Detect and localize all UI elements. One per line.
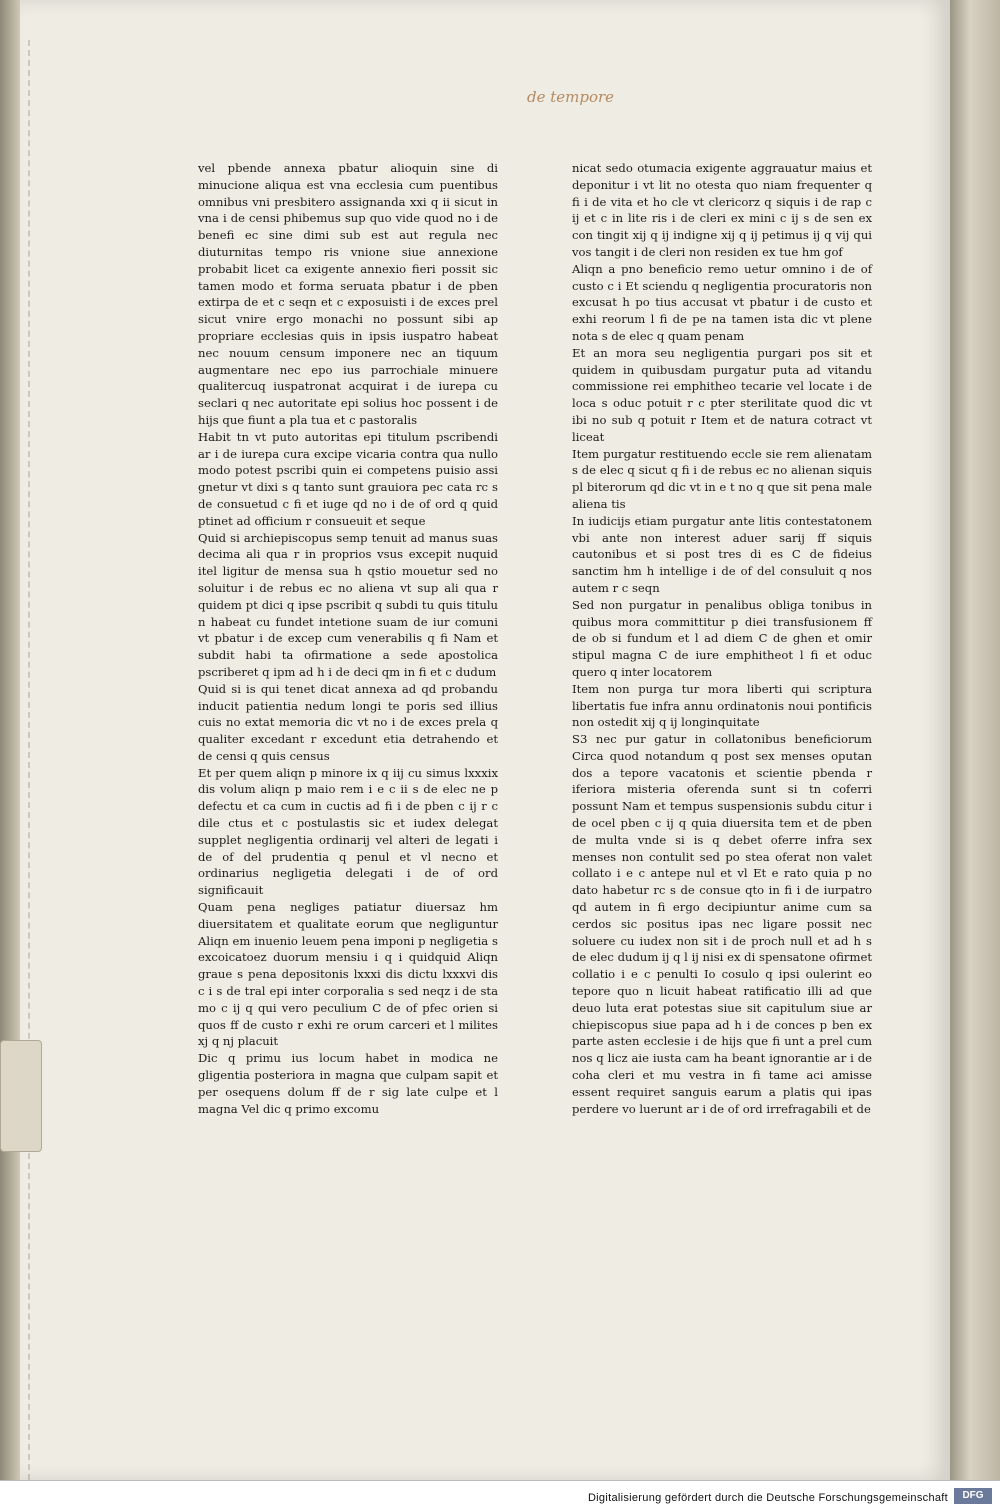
margin-note: de tempore — [527, 88, 615, 106]
paragraph: Item purgatur restituendo eccle sie rem alienatam s de elec q sicut q fi i de rebus ec no alienan siquis pl biterorum qd dic vt in e t no q que sit pena male aliena tis — [572, 446, 872, 511]
dfg-logo: DFG — [954, 1488, 992, 1504]
footer-credit: Digitalisierung gefördert durch die Deutsche Forschungsgemeinschaft — [587, 1492, 948, 1504]
clip-tab — [0, 1040, 42, 1152]
left-text-column — [198, 160, 498, 1117]
paragraph: Aliqn a pno beneficio remo uetur omnino i de of custo c i Et sciendu q negligentia procuratoris non excusat h po tius accusat vt pbatur i de custo et exhi reorum l fi de pe na tamen ista dic vt plene nota s de elec q quam penam — [572, 261, 872, 343]
paragraph: nicat sedo otumacia exigente aggrauatur maius et deponitur i vt lit no otesta quo niam frequenter q fi i de vita et ho cle vt clericorz q siquis i de rap c ij et c in lite ris i de cleri ex mini c ij s de sen ex con tingit xij q ij indigne xij q ij petimus ij q vij qui vos tangit i de cleri non residen ex tue hm gof — [572, 161, 872, 259]
page-edge — [28, 40, 36, 1480]
paragraph: Et an mora seu negligentia purgari pos sit et quidem in quibusdam purgatur puta ad vitandu commissione rei emphitheo tecarie vel locate i de loca s oduc potuit r c pter sterilitate quod dic vt ibi no sub q potuit r Item et de natura cotract vt liceat — [572, 345, 872, 444]
paragraph: Sed non purgatur in penalibus obliga tonibus in quibus mora committitur p diei transfusionem ff de ob si fundum et l ad diem C de ghen et omir stipul magna C de iure emphitheot l fi et oduc quero q inter locatorem — [572, 597, 872, 679]
right-text-column — [572, 160, 872, 1117]
paragraph: Et per quem aliqn p minore ix q iij cu simus lxxxix dis volum aliqn p maio rem i e c ii s de elec ne p defectu et ca cum in cuctis ad fi i de pben c ij r c dile ctus et c postulastis sic et iudex delegat supplet negligentia ordinarij vel alteri de legati i de of del prudentia q penul et vl necno et ordinarius negligetia delegati i de of ord significauit — [198, 765, 498, 898]
paragraph: Item non purga tur mora liberti qui scriptura libertatis fue infra annu ordinatonis noui pontificis non ostedit xij q ij longinquitate — [572, 681, 872, 730]
paragraph: Habit tn vt puto autoritas epi titulum pscribendi ar i de iurepa cura excipe vicaria contra qua nullo modo potest pscribi quin ei competens puisio assi gnetur vt dixi s q tanto sunt grauiora pec cata rc s de consuetud c fi et iuge qd no i de of ord q quid ptinet ad officium r consueuit et seque — [198, 429, 498, 528]
paragraph: Quid si archiepiscopus semp tenuit ad manus suas decima ali qua r in proprios vsus excepit nuquid itel ligitur de mensa sua h qstio mouetur sed no soluitur i de rebus ec no aliena vt sup ali qua r quidem pt dici q ipse pscribit q subdi tu quis titulu n habeat cu fundet intetione suam de iur comuni vt pbatur i de excep cum venerabilis q fi Nam et subdit habi ta ofirmatione a sede apostolica pscriberet q ipm ad h i de deci qm in fi et c dudum — [198, 530, 498, 679]
paragraph: vel pbende annexa pbatur alioquin sine di minucione aliqua est vna ecclesia cum puentibus omnibus vni presbitero assignanda xxi q ii sicut in vna i de censi phibemus sup quo vide quod no i de benefi ec sine dimi sub est aut regula nec diuturnitas tempo ris vnione siue annexione probabit licet ca exigente annexio fieri possit sic tamen modo et forma seruata pbatur i de pben extirpa de et c seqn et c exposuisti i de exces prel sicut vnire ergo monachi no possunt sibi ap propriare ecclesias quis in ipsis iuspatro habeat nec nouum censum imponere nec an tiquum augmentare nec epo ius parrochiale minuere qualitercuq iuspatronat acquirat i de iurepa cu seclari q nec autoritate epi solius hoc possent i de hijs que fiunt a pla tua et c pastoralis — [198, 161, 498, 427]
paragraph: Quid si is qui tenet dicat annexa ad qd probandu inducit patientia nedum longi te poris sed illius cuis no extat memoria dic vt no i de exces prela q qualiter excedant r excedunt etia detrahendo et de censi q quis census — [198, 681, 498, 763]
paragraph: Quam pena negliges patiatur diuersaz hm diuersitatem et qualitate eorum que negliguntur Aliqn em inuenio leuem pena imponi p negligetia s excoicatoez duorum mensiu i q i quidquid Aliqn graue s pena depositonis lxxxi dis dictu lxxxvi dis c i s de tral epi inter corporalia s sed neqz i de sta mo c ij q qui vero peculium C de of pfec orien si quos ff de custo r exhi re orum carceri et l milites xj q nj placuit — [198, 900, 498, 1049]
paragraph: Dic q primu ius locum habet in modica ne gligentia posteriora in magna que culpam sapit et per osequens dolum ff de r sig late culpe et l magna Vel dic q primo excomu — [198, 1051, 498, 1116]
page-left-shadow — [0, 0, 20, 1480]
paragraph: S3 nec pur gatur in collatonibus beneficiorum Circa quod notandum q post sex menses oputan dos a tepore vacatonis et scientie pbenda r iferiora misteria oferenda sunt si tn coferri possunt Nam et tempus suspensionis subdu citur i de ocel pben c ij q quia diuersita tem et de pben de multa vnde si is q debet oferre infra sex menses non contulit sed po stea oferat non valet collato i e c antepe nul et vl Et e rato quia p no dato habetur rc s de consue qto in fi i de iurpatro qd autem in fi ergo decipiuntur anime cum sa cerdos sic positus ipas nec ligare possit nec soluere cu iudex non sit i de proch null et ad h s de elec dudum ij q l ij nisi ex di spensatone ofirmet collatio i e c penulti Io cosulo q ipsi oulerint eo tepore quo n licuit habeat ratificatio illi ad que deuo luta erat potestas siue sit capitulum siue ar chiepiscopus siue papa ad h i de conces p ben ex parte asten ecclesie i de hijs que fi unt a prel cum nos q licz aie iusta cam ha beant ignorantie ar i de coha cleri et mu vestra in fi tame aci amisse essent requiret sanguis earum a platis qui ipas perdere vo luerunt ar i de of ord irrefragabili et de — [572, 732, 872, 1116]
book-gutter — [950, 0, 1000, 1480]
paragraph: In iudicijs etiam purgatur ante litis contestatonem vbi ante non interest aduer sarij ff siquis cautonibus et si post tres di es C de fideius sanctim hm h intellige i de of del consuluit q nos autem r c seqn — [572, 513, 872, 595]
